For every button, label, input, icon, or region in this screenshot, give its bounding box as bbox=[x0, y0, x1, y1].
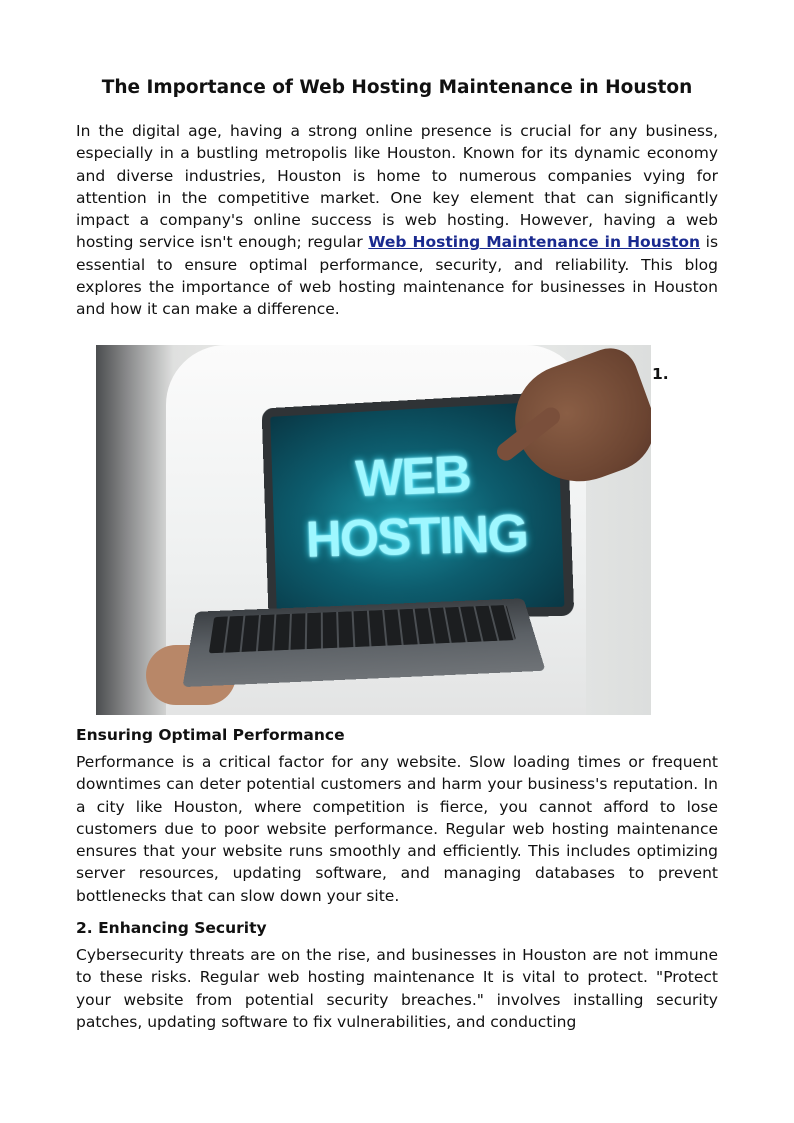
page-title: The Importance of Web Hosting Maintenance in Houston bbox=[101, 77, 693, 98]
web-hosting-photo bbox=[96, 345, 651, 715]
web-hosting-maintenance-link[interactable]: Web Hosting Maintenance in Houston bbox=[368, 233, 701, 252]
intro-text-before-link: In the digital age, having a strong online presence is crucial for any business, especially in a bustling metropolis like Houston. Known for its dynamic economy and diverse industries, Houston is home to numerous companies vying for attention in the competitive market. One key element that can significantly impact a company's online success is web hosting. However, having a web hosting service isn't enough; regular bbox=[76, 122, 718, 252]
photo-screen-text-web: WEB bbox=[354, 445, 471, 509]
security-paragraph: Cybersecurity threats are on the rise, and businesses in Houston are not immune to these risks. Regular web hosting maintenance It is vital to protect. "Protect your website from potential security breaches." involves installing security patches, updating software to fix vulnerabilities, and conducting bbox=[76, 946, 718, 1031]
intro-paragraph bbox=[76, 120, 718, 321]
section-number-marker: 1. bbox=[652, 365, 669, 383]
heading-enhancing-security: 2. Enhancing Security bbox=[76, 919, 267, 937]
heading-ensuring-optimal-performance: Ensuring Optimal Performance bbox=[76, 726, 345, 744]
photo-keys bbox=[209, 605, 516, 653]
performance-paragraph: Performance is a critical factor for any website. Slow loading times or frequent downtimes can deter potential customers and harm your business's reputation. In a city like Houston, where competition is fierce, you cannot afford to lose customers due to poor website performance. Regular web hosting maintenance ensures that your website runs smoothly and efficiently. This includes optimizing server resources, updating software, and managing databases to prevent bottlenecks that can slow down your site. bbox=[76, 753, 718, 905]
intro-text-after-link: is essential to ensure optimal performance, security, and reliability. This blog explores the importance of web hosting maintenance for businesses in Houston and how it can make a difference. bbox=[76, 233, 719, 319]
photo-screen-text-hosting: HOSTING bbox=[305, 504, 528, 569]
